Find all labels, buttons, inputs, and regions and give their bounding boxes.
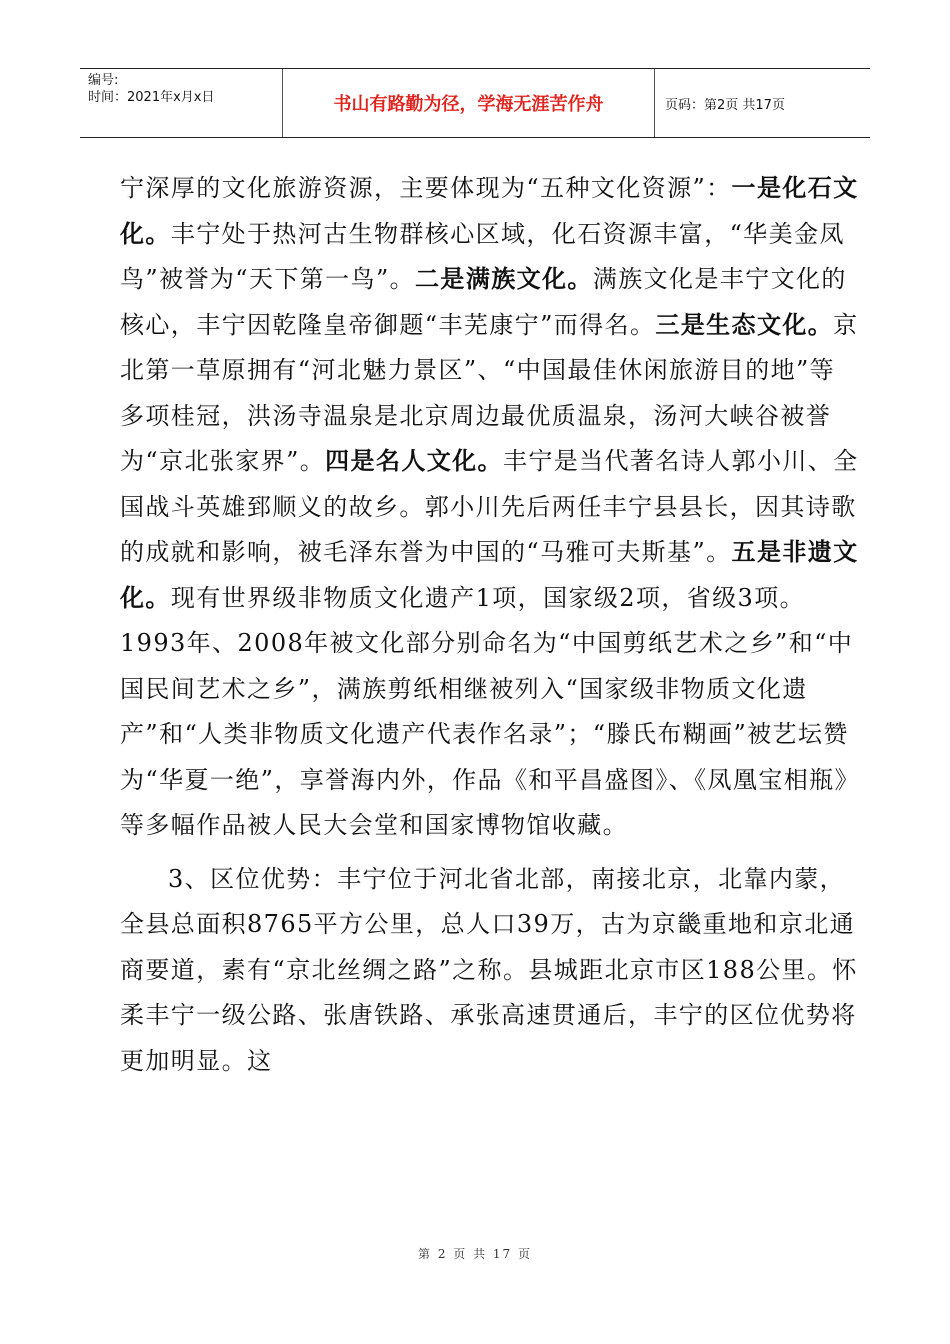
text-run: 京北第一草原拥有“河北魅力景区”、“中国最佳休闲旅游目的地”等多项桂冠，洪汤寺温泉是北京周边最优质温泉，汤河大峡谷被誉为“京北张家界”。 [120,310,859,475]
header-meta [80,69,283,137]
text-run: 丰宁处于热河古生物群核心区域，化石资源丰富，“华美金凤鸟”被誉为“天下第一鸟”。 [120,219,845,293]
bold-heading-ecological-culture: 三是生态文化。 [655,310,834,339]
page-footer: 第 2 页 共 17 页 [418,1247,532,1261]
text-run: 丰宁是当代著名诗人郭小川、全国战斗英雄郅顺义的故乡。郭小川先后两任丰宁县县长，因其诗歌的成就和影响，被毛泽东誉为中国的“马雅可夫斯基”。 [120,447,859,566]
document-time: 时间：2021年x月x日 [88,90,215,105]
document-number-label: 编号: [88,73,119,88]
bold-heading-fossil-culture: 一是化石文化。 [120,174,859,248]
bold-heading-manchu-culture: 二是满族文化。 [415,265,593,293]
text-run: 宁深厚的文化旅游资源，主要体现为“五种文化资源”： [120,174,732,202]
paragraph-cultural-resources [120,166,860,849]
bold-heading-intangible-heritage: 五是非遗文化。 [120,538,859,612]
document-body [120,166,860,1084]
header-motto: 书山有路勤为径，学海无涯苦作舟 [283,69,655,137]
text-run: 满族文化是丰宁文化的核心，丰宁因乾隆皇帝御题“丰芜康宁”而得名。 [120,265,847,339]
text-run: 现有世界级非物质文化遗产1项，国家级2项，省级3项。1993年、2008年被文化部分别命名为“中国剪纸艺术之乡”和“中国民间艺术之乡”，满族剪纸相继被列入“国家级非物质文化遗产”和“人类非物质文化遗产代表作名录”；“滕氏布糊画”被艺坛赞为“华夏一绝”，享誉海内外，作品《和平昌盛图》、《凤凰宝相瓶》等多幅作品被人民大会堂和国家博物馆收藏。 [120,583,860,839]
page-header [80,68,870,138]
bold-heading-celebrity-culture: 四是名人文化。 [325,447,503,475]
header-page-code: 页码：第2页 共17页 [665,97,785,113]
paragraph-location-advantage: 3、区位优势：丰宁位于河北省北部，南接北京，北靠内蒙，全县总面积8765平方公里，总人口39万，古为京畿重地和京北通商要道，素有“京北丝绸之路”之称。县城距北京市区188公里。怀柔丰宁一级公路、张唐铁路、承张高速贯通后，丰宁的区位优势将更加明显。这 [120,864,858,1075]
